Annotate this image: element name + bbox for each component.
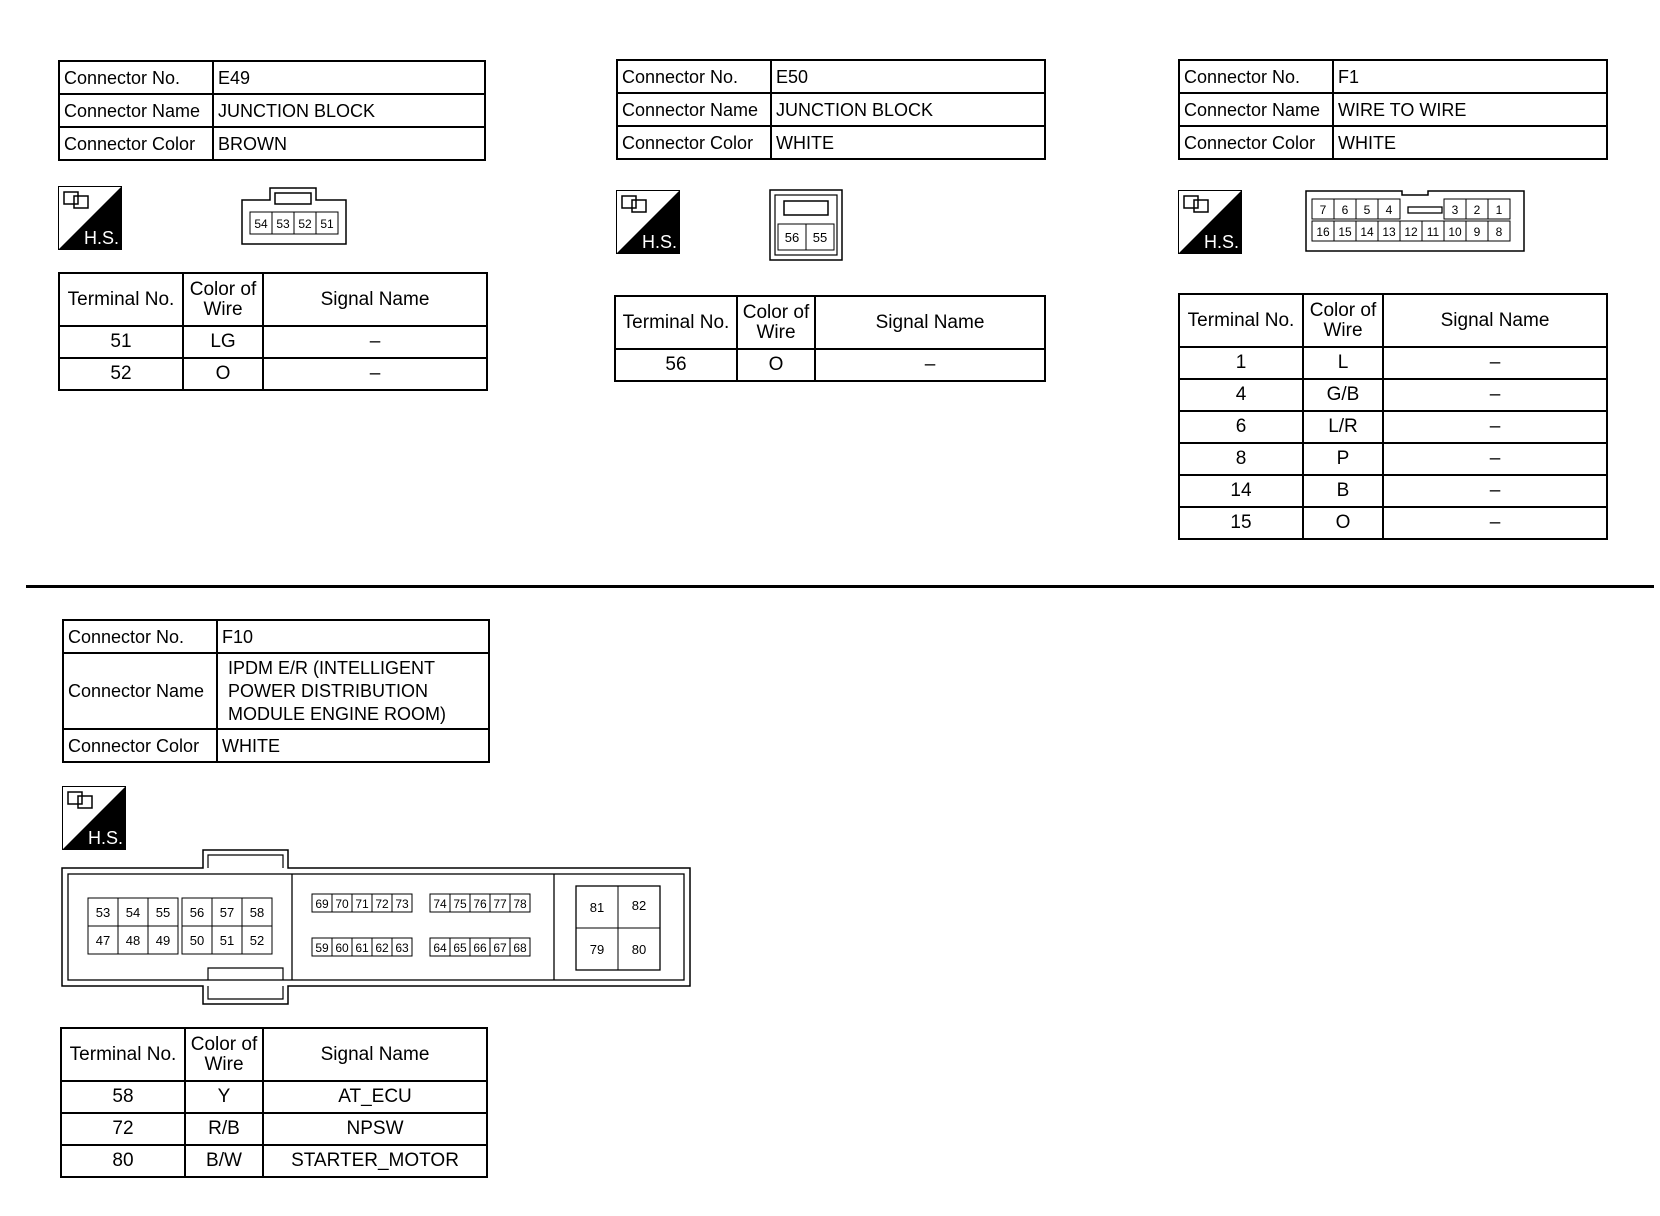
section-divider — [26, 585, 1654, 588]
pin-52: 52 — [249, 933, 265, 948]
table-row — [61, 1113, 487, 1145]
signal-cell: AT_ECU — [263, 1081, 487, 1113]
terminal-cell: 4 — [1179, 379, 1303, 411]
wire-cell: P — [1303, 443, 1383, 475]
pin-66: 66 — [473, 941, 487, 955]
signal-cell: STARTER_MOTOR — [263, 1145, 487, 1177]
pin-68: 68 — [513, 941, 527, 955]
connector-name-line: POWER DISTRIBUTION — [228, 680, 429, 701]
pin-52: 52 — [298, 217, 312, 231]
pin-59: 59 — [315, 941, 329, 955]
wire-cell: O — [183, 358, 263, 390]
pin-76: 76 — [473, 897, 487, 911]
table-row — [1179, 347, 1607, 379]
connector-name-value — [217, 653, 489, 729]
table-row — [615, 349, 1045, 381]
wire-cell: R/B — [185, 1113, 263, 1145]
signal-cell: – — [1383, 347, 1607, 379]
connector-name-line: MODULE ENGINE ROOM) — [228, 703, 447, 724]
terminal-cell: 14 — [1179, 475, 1303, 507]
signal-cell: – — [1383, 443, 1607, 475]
terminal-cell: 52 — [59, 358, 183, 390]
pin-78: 78 — [513, 897, 527, 911]
signal-cell: – — [263, 326, 487, 358]
harness-side-icon — [616, 190, 680, 254]
hs-label: H.S. — [1204, 232, 1240, 252]
connector-no-label: Connector No. — [59, 61, 213, 94]
wire-cell: L/R — [1303, 411, 1383, 443]
connector-name-label: Connector Name — [59, 94, 213, 127]
pin-75: 75 — [453, 897, 467, 911]
pin-50: 50 — [189, 933, 205, 948]
wire-cell: B — [1303, 475, 1383, 507]
pin-71: 71 — [355, 897, 369, 911]
connector-no-value: F10 — [217, 620, 489, 653]
connector-face-f10 — [60, 848, 692, 1006]
table-row — [1179, 475, 1607, 507]
hs-label: H.S. — [642, 232, 678, 252]
pin-55: 55 — [155, 905, 171, 920]
pin-65: 65 — [453, 941, 467, 955]
connector-color-label: Connector Color — [617, 126, 771, 159]
connector-color-label: Connector Color — [63, 729, 217, 762]
pin-80: 80 — [631, 942, 647, 957]
pin-7: 7 — [1319, 203, 1327, 217]
pin-49: 49 — [155, 933, 171, 948]
pin-11: 11 — [1426, 225, 1440, 239]
connector-no-value: E49 — [213, 61, 485, 94]
terminal-cell: 8 — [1179, 443, 1303, 475]
color-of-wire-header: Color of Wire — [185, 1028, 263, 1081]
pin-4: 4 — [1385, 203, 1393, 217]
pin-79: 79 — [589, 942, 605, 957]
connector-color-label: Connector Color — [1179, 126, 1333, 159]
pin-77: 77 — [493, 897, 507, 911]
pin-57: 57 — [219, 905, 235, 920]
terminal-cell: 6 — [1179, 411, 1303, 443]
connector-no-label: Connector No. — [1179, 60, 1333, 93]
signal-cell: – — [1383, 411, 1607, 443]
pin-53: 53 — [95, 905, 111, 920]
harness-side-icon — [58, 186, 122, 250]
connector-color-value: WHITE — [771, 126, 1045, 159]
terminal-no-header: Terminal No. — [59, 273, 183, 326]
wire-cell: LG — [183, 326, 263, 358]
connector-info-f10 — [62, 619, 490, 763]
pin-47: 47 — [95, 933, 111, 948]
terminal-table-f10 — [60, 1027, 488, 1178]
wire-cell: O — [1303, 507, 1383, 539]
wire-cell: O — [737, 349, 815, 381]
connector-no-label: Connector No. — [617, 60, 771, 93]
hs-label: H.S. — [88, 828, 124, 848]
terminal-cell: 80 — [61, 1145, 185, 1177]
pin-15: 15 — [1338, 225, 1352, 239]
connector-no-value: E50 — [771, 60, 1045, 93]
wire-cell: Y — [185, 1081, 263, 1113]
table-row — [61, 1081, 487, 1113]
hs-label: H.S. — [84, 228, 120, 248]
connector-face-e49 — [240, 186, 348, 248]
pin-6: 6 — [1341, 203, 1349, 217]
connector-color-value: WHITE — [217, 729, 489, 762]
pin-51: 51 — [219, 933, 235, 948]
table-row — [61, 1145, 487, 1177]
pin-58: 58 — [249, 905, 265, 920]
connector-name-line: IPDM E/R (INTELLIGENT — [228, 657, 436, 678]
pin-16: 16 — [1316, 225, 1330, 239]
terminal-cell: 51 — [59, 326, 183, 358]
terminal-no-header: Terminal No. — [1179, 294, 1303, 347]
color-of-wire-header: Color of Wire — [1303, 294, 1383, 347]
connector-face-f1 — [1304, 189, 1526, 253]
wire-cell: L — [1303, 347, 1383, 379]
terminal-table-e50 — [614, 295, 1046, 382]
signal-name-header: Signal Name — [263, 1028, 487, 1081]
connector-color-label: Connector Color — [59, 127, 213, 160]
pin-61: 61 — [355, 941, 369, 955]
pin-56: 56 — [784, 230, 800, 245]
terminal-cell: 56 — [615, 349, 737, 381]
connector-name-label: Connector Name — [1179, 93, 1333, 126]
connector-info-e49 — [58, 60, 486, 161]
table-row — [59, 326, 487, 358]
pin-69: 69 — [315, 897, 329, 911]
pin-48: 48 — [125, 933, 141, 948]
terminal-no-header: Terminal No. — [61, 1028, 185, 1081]
color-of-wire-header: Color of Wire — [737, 296, 815, 349]
pin-54: 54 — [125, 905, 141, 920]
pin-60: 60 — [335, 941, 349, 955]
terminal-cell: 72 — [61, 1113, 185, 1145]
signal-name-header: Signal Name — [263, 273, 487, 326]
connector-color-value: WHITE — [1333, 126, 1607, 159]
table-row — [1179, 411, 1607, 443]
signal-cell: NPSW — [263, 1113, 487, 1145]
pin-12: 12 — [1404, 225, 1418, 239]
pin-56: 56 — [189, 905, 205, 920]
connector-name-value: WIRE TO WIRE — [1333, 93, 1607, 126]
signal-cell: – — [263, 358, 487, 390]
wire-cell: B/W — [185, 1145, 263, 1177]
terminal-cell: 1 — [1179, 347, 1303, 379]
signal-name-header: Signal Name — [1383, 294, 1607, 347]
connector-info-e50 — [616, 59, 1046, 160]
connector-color-value: BROWN — [213, 127, 485, 160]
pin-13: 13 — [1382, 225, 1396, 239]
pin-54: 54 — [254, 217, 268, 231]
connector-name-value: JUNCTION BLOCK — [213, 94, 485, 127]
connector-name-value: JUNCTION BLOCK — [771, 93, 1045, 126]
pin-55: 55 — [812, 230, 828, 245]
connector-no-label: Connector No. — [63, 620, 217, 653]
signal-cell: – — [1383, 475, 1607, 507]
pin-1: 1 — [1495, 203, 1503, 217]
pin-73: 73 — [395, 897, 409, 911]
pin-72: 72 — [375, 897, 389, 911]
table-row — [59, 358, 487, 390]
signal-cell: – — [815, 349, 1045, 381]
connector-name-label: Connector Name — [617, 93, 771, 126]
connector-no-value: F1 — [1333, 60, 1607, 93]
connector-info-f1 — [1178, 59, 1608, 160]
table-row — [1179, 379, 1607, 411]
terminal-cell: 58 — [61, 1081, 185, 1113]
pin-82: 82 — [631, 898, 647, 913]
signal-name-header: Signal Name — [815, 296, 1045, 349]
harness-side-icon — [1178, 190, 1242, 254]
connector-name-label: Connector Name — [63, 653, 217, 729]
pin-5: 5 — [1363, 203, 1371, 217]
pin-62: 62 — [375, 941, 389, 955]
pin-14: 14 — [1360, 225, 1374, 239]
pin-64: 64 — [433, 941, 447, 955]
signal-cell: – — [1383, 507, 1607, 539]
wire-cell: G/B — [1303, 379, 1383, 411]
table-row — [1179, 507, 1607, 539]
pin-70: 70 — [335, 897, 349, 911]
pin-53: 53 — [276, 217, 290, 231]
color-of-wire-header: Color of Wire — [183, 273, 263, 326]
terminal-no-header: Terminal No. — [615, 296, 737, 349]
pin-3: 3 — [1451, 203, 1459, 217]
terminal-table-f1 — [1178, 293, 1608, 540]
terminal-cell: 15 — [1179, 507, 1303, 539]
table-row — [1179, 443, 1607, 475]
pin-9: 9 — [1473, 225, 1481, 239]
harness-side-icon — [62, 786, 126, 850]
pin-10: 10 — [1448, 225, 1462, 239]
pin-8: 8 — [1495, 225, 1503, 239]
pin-2: 2 — [1473, 203, 1481, 217]
pin-74: 74 — [433, 897, 447, 911]
pin-81: 81 — [589, 900, 605, 915]
signal-cell: – — [1383, 379, 1607, 411]
pin-67: 67 — [493, 941, 507, 955]
pin-51: 51 — [320, 217, 334, 231]
connector-face-e50 — [768, 188, 844, 262]
terminal-table-e49 — [58, 272, 488, 391]
pin-63: 63 — [395, 941, 409, 955]
